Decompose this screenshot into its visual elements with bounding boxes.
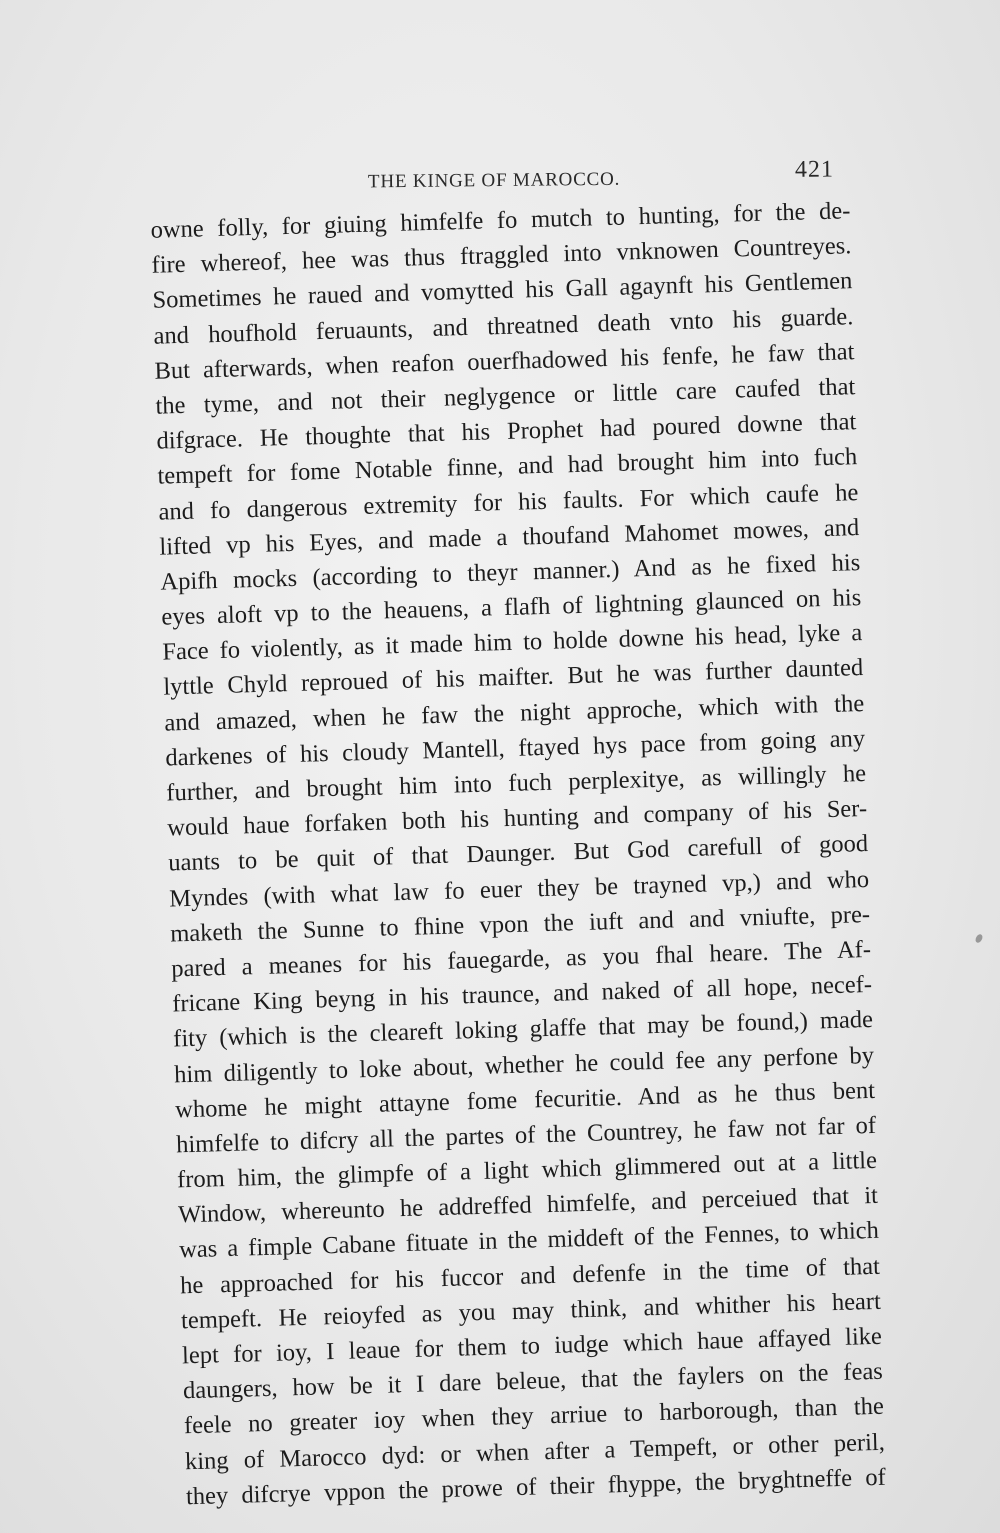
text-line: daungers, how be it I dare beleue, that the faylers on the feas bbox=[182, 1357, 884, 1405]
text-line: tempeft. He reioyfed as you may think, and whither his heart bbox=[180, 1287, 882, 1335]
text-line: fity (which is the cleareft loking glaffe that may be found,) made bbox=[172, 1006, 874, 1053]
paper-speck bbox=[974, 933, 984, 944]
text-line: and houfhold feruaunts, and threatned death vnto his guarde. bbox=[153, 302, 854, 350]
text-line: the tyme, and not their neglygence or little care caufed that bbox=[155, 373, 856, 420]
text-line: Face fo violently, as it made him to holde downe his head, lyke a bbox=[162, 619, 863, 666]
text-line: Apifh mocks (according to theyr manner.) And as he fixed his bbox=[160, 548, 861, 596]
text-line: himfelfe to difcry all the partes of the Countrey, he faw not far of bbox=[175, 1111, 877, 1159]
text-line: lept for ioy, I leaue for them to iudge which haue affayed like bbox=[181, 1322, 883, 1370]
text-line: lifted vp his Eyes, and made a thoufand Mahomet mowes, and bbox=[159, 513, 860, 561]
running-title: THE KINGE OF MAROCCO. bbox=[367, 168, 621, 193]
text-line: difgrace. He thoughte that his Prophet had poured downe that bbox=[156, 408, 857, 455]
text-line: and amazed, when he faw the night approche, which with the bbox=[164, 689, 865, 737]
text-line: he approached for his fuccor and defenfe in the time of that bbox=[179, 1252, 881, 1299]
text-line: from him, the glimpfe of a light which glimmered out at a little bbox=[176, 1146, 878, 1194]
text-line: owne folly, for giuing himfelfe fo mutch to hunting, for the de- bbox=[150, 197, 851, 244]
text-line: king of Marocco dyd: or when after a Tempeft, or other peril, bbox=[184, 1428, 886, 1475]
text-line: maketh the Sunne to fhine vpon the iuft and and vniufte, pre- bbox=[169, 900, 871, 948]
text-line: lyttle Chyld reproued of his maifter. But he was further daunted bbox=[163, 654, 864, 702]
text-line: uants to be quit of that Daunger. But God carefull of good bbox=[167, 830, 869, 877]
page-number: 421 bbox=[794, 156, 835, 183]
text-line: Sometimes he raued and vomytted his Gall agaynft his Gentlemen bbox=[152, 267, 853, 315]
text-line: But afterwards, when reafon ouerfhadowed his fenfe, he faw that bbox=[154, 337, 855, 385]
text-line: eyes aloft vp to the heauens, a flafh of lightning glaunced on his bbox=[161, 584, 862, 631]
text-line: pared a meanes for his fauegarde, as you fhal heare. The Af- bbox=[170, 935, 872, 983]
text-line: would haue forfaken both his hunting and company of his Ser- bbox=[166, 795, 868, 842]
text-line: tempeft for fome Notable finne, and had brought him into fuch bbox=[157, 443, 858, 490]
text-line: further, and brought him into fuch perplexitye, as willingly he bbox=[165, 760, 867, 807]
text-line: darkenes of his cloudy Mantell, ftayed hys pace from going any bbox=[164, 724, 866, 772]
text-line: Window, whereunto he addreffed himfelfe, and perceiued that it bbox=[177, 1182, 879, 1229]
text-line: fricane King beyng in his traunce, and naked of all hope, necef- bbox=[171, 971, 873, 1018]
text-line: fire whereof, hee was thus ftraggled into vnknowen Countreyes. bbox=[151, 232, 852, 279]
text-line: was a fimple Cabane fituate in the middeft of the Fennes, to which bbox=[178, 1217, 880, 1264]
body-text bbox=[150, 193, 886, 1514]
text-line: whome he might attayne fome fecuritie. And as he thus bent bbox=[174, 1076, 876, 1124]
text-line: and fo dangerous extremity for his faults. For which caufe he bbox=[158, 478, 859, 526]
text-line: feele no greater ioy when they arriue to harborough, than the bbox=[183, 1393, 885, 1440]
text-line: him diligently to loke about, whether he could fee any perfone by bbox=[173, 1041, 875, 1088]
text-line: Myndes (with what law fo euer they be trayned vp,) and who bbox=[168, 865, 870, 913]
text-line: they difcrye vppon the prowe of their fhyppe, the bryghtneffe of bbox=[185, 1463, 887, 1511]
